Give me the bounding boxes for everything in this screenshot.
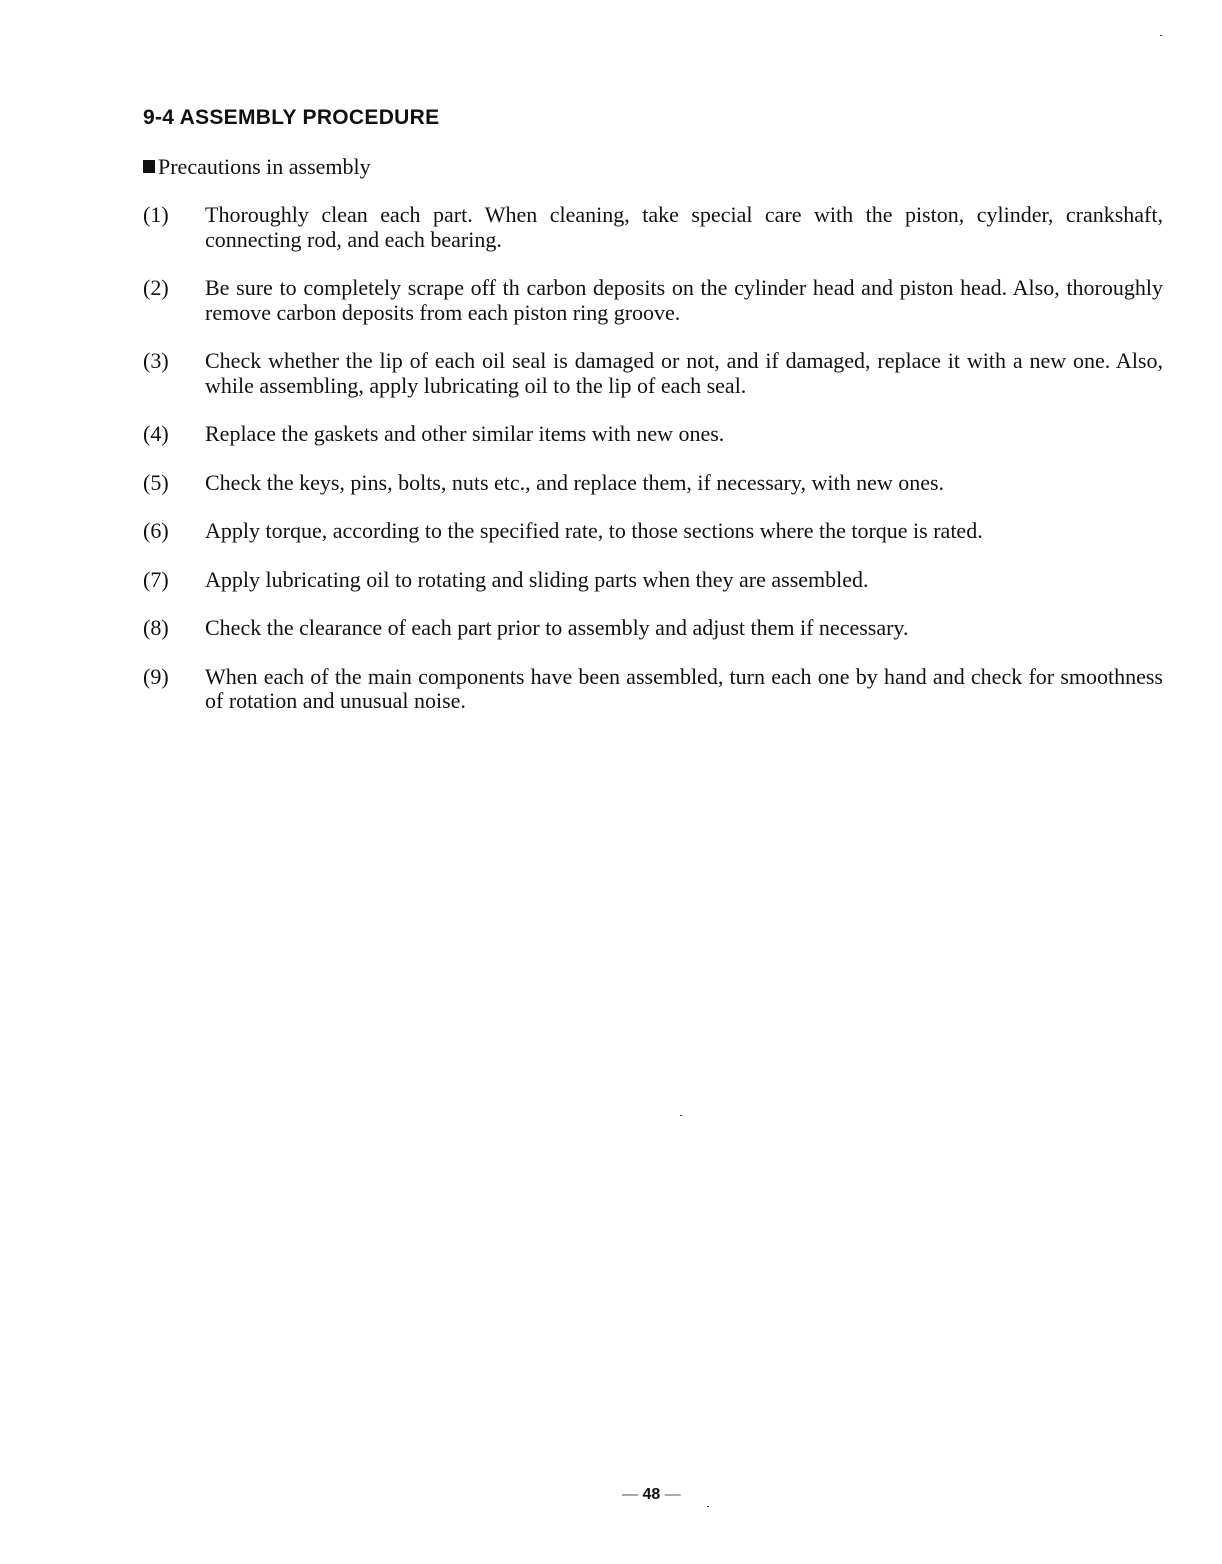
- page-number: [622, 1486, 681, 1504]
- precautions-subheading: [143, 154, 371, 180]
- item-text: Check the keys, pins, bolts, nuts etc., and replace them, if necessary, with new ones.: [205, 469, 945, 495]
- scan-speck: [707, 1506, 709, 1507]
- page-number-dash: —: [622, 1486, 643, 1503]
- item-number: (1): [143, 202, 169, 227]
- square-bullet-icon: [143, 160, 155, 173]
- list-item: [143, 616, 1163, 641]
- subheading-text: Precautions in assembly: [158, 154, 371, 179]
- list-item: [143, 665, 1163, 714]
- item-text: Replace the gaskets and other similar items with new ones.: [205, 421, 725, 446]
- item-number: (2): [143, 275, 169, 300]
- item-text: Thoroughly clean each part. When cleaning, take special care with the piston, cylinder, crankshaft, connecting rod, and each bearing.: [205, 202, 1163, 252]
- list-item: [143, 349, 1163, 398]
- item-text: Apply torque, according to the specified rate, to those sections where the torque is rated.: [205, 518, 983, 543]
- list-item: [143, 568, 1163, 593]
- item-text: Be sure to completely scrape off th carbon deposits on the cylinder head and piston head. Also, thoroughly remove carbon deposits from each piston ring groove.: [205, 275, 1163, 325]
- scan-speck: [1160, 35, 1162, 36]
- precautions-list: [143, 203, 1163, 738]
- item-number: (5): [143, 469, 169, 495]
- item-text: Check the clearance of each part prior to assembly and adjust them if necessary.: [205, 615, 909, 640]
- item-number: (9): [143, 663, 169, 689]
- item-text: Check whether the lip of each oil seal is damaged or not, and if damaged, replace it with a new one. Also, while assembling, apply lubricating oil to the lip of each seal.: [205, 348, 1163, 398]
- list-item: [143, 203, 1163, 252]
- item-number: (8): [143, 615, 169, 640]
- section-heading: 9-4 ASSEMBLY PROCEDURE: [143, 106, 440, 129]
- item-text: When each of the main components have been assembled, turn each one by hand and check for smoothness of rotation and unusual noise.: [205, 663, 1163, 713]
- item-number: (4): [143, 421, 169, 446]
- list-item: [143, 276, 1163, 325]
- list-item: [143, 519, 1163, 544]
- page-number-dash: —: [660, 1486, 681, 1503]
- list-item: [143, 471, 1163, 496]
- item-number: (3): [143, 348, 169, 373]
- item-number: (7): [143, 566, 169, 592]
- item-number: (6): [143, 518, 169, 543]
- page-number-value: 48: [642, 1486, 661, 1503]
- list-item: [143, 422, 1163, 447]
- scan-speck: [680, 1115, 682, 1116]
- item-text: Apply lubricating oil to rotating and sliding parts when they are assembled.: [205, 566, 869, 592]
